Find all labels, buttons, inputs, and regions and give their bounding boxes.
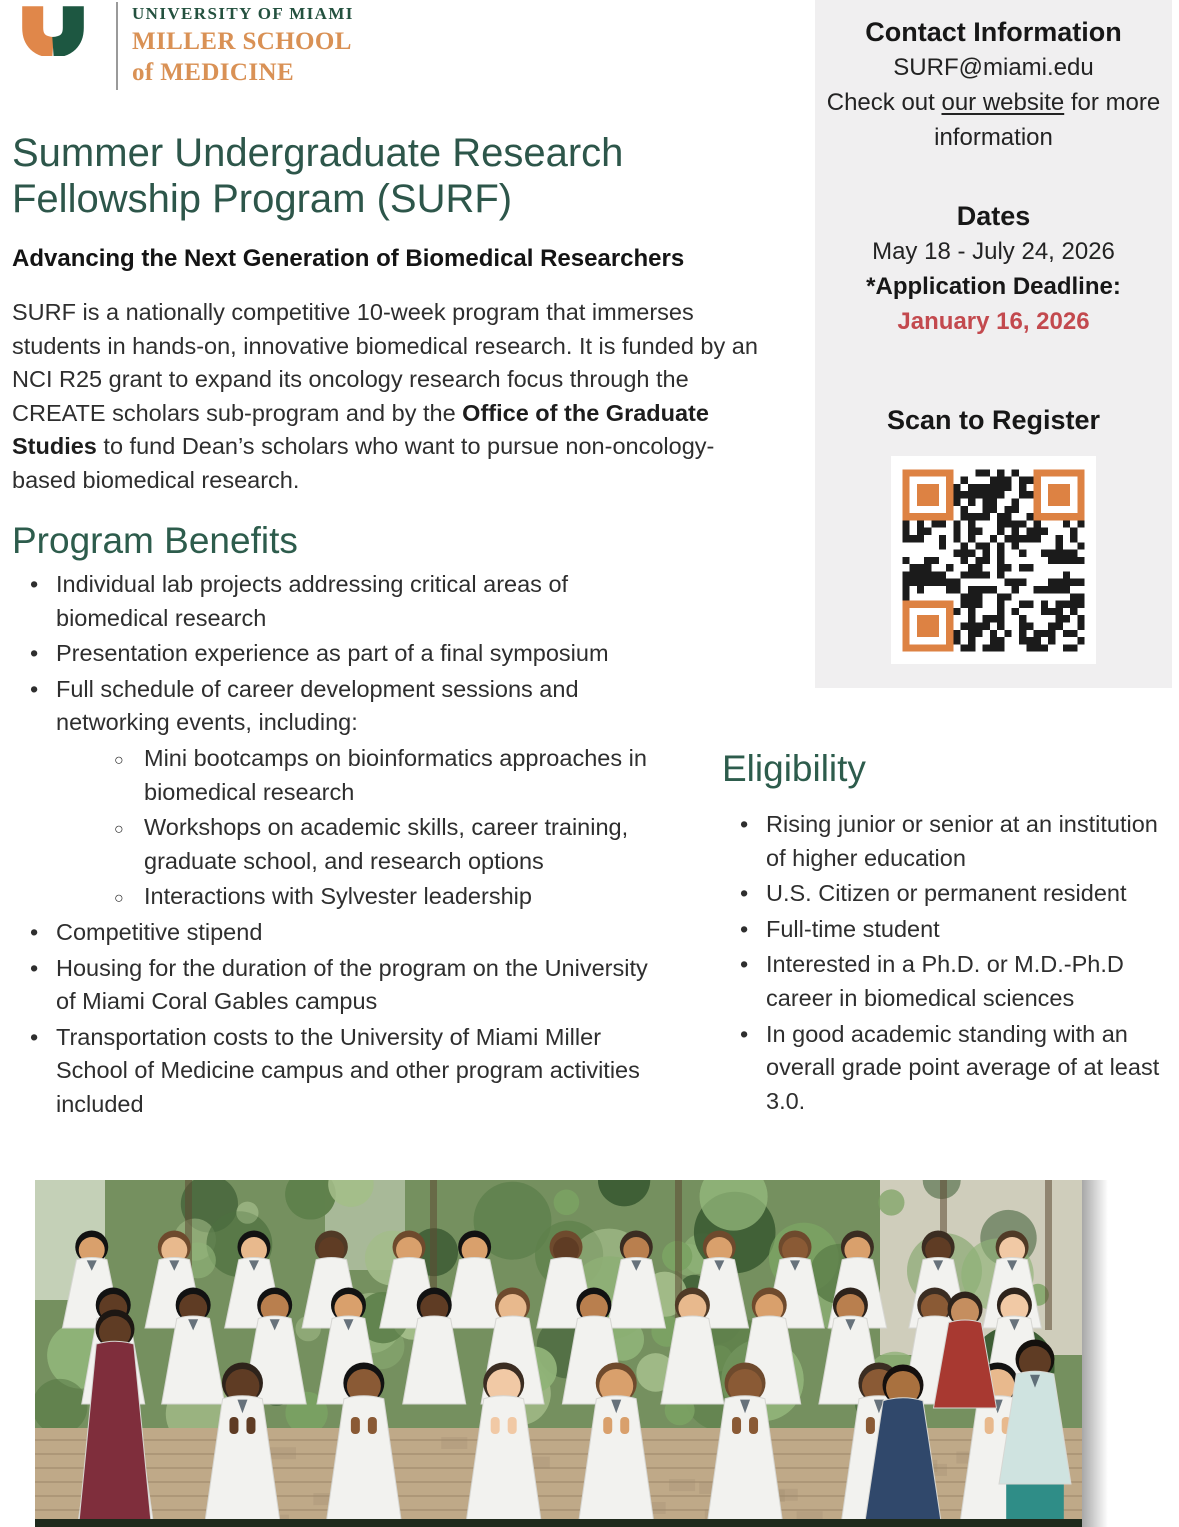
eligibility-list bbox=[722, 808, 1164, 1120]
qr-code bbox=[891, 456, 1096, 664]
benefit-sub-item: ○ Interactions with Sylvester leadership bbox=[100, 880, 660, 914]
eligibility-heading: Eligibility bbox=[722, 748, 866, 789]
benefit-item: • Competitive stipend bbox=[12, 916, 660, 950]
benefit-item: • Transportation costs to the University of Miami Miller School of Medicine campus and other program activities included bbox=[12, 1021, 660, 1122]
intro-part2: to fund Dean’s scholars who want to pursue non-oncology-based biomedical research. bbox=[12, 433, 715, 493]
benefit-item: • Presentation experience as part of a final symposium bbox=[12, 637, 660, 671]
eligibility-item: • Full-time student bbox=[722, 913, 1164, 947]
group-photo-illustration bbox=[35, 1180, 1082, 1527]
contact-section bbox=[815, 14, 1172, 155]
benefit-item: • Individual lab projects addressing critical areas of biomedical research bbox=[12, 568, 660, 635]
split-u-icon bbox=[18, 4, 88, 56]
register-section bbox=[815, 402, 1172, 438]
benefit-sub-item: ○ Workshops on academic skills, career training, graduate school, and research options bbox=[100, 811, 660, 878]
page-title bbox=[12, 130, 623, 222]
logo-text bbox=[132, 2, 354, 86]
scan-to-register-heading: Scan to Register bbox=[886, 405, 1101, 435]
contact-email: SURF@miami.edu bbox=[893, 54, 1094, 81]
application-deadline-date: January 16, 2026 bbox=[897, 308, 1090, 335]
eligibility-item: • U.S. Citizen or permanent resident bbox=[722, 877, 1164, 911]
dates-heading: Dates bbox=[956, 201, 1031, 231]
benefits-heading: Program Benefits bbox=[12, 520, 298, 561]
eligibility-item: • Rising junior or senior at an institution of higher education bbox=[722, 808, 1164, 875]
intro-part1: SURF is a nationally competitive 10-week program that immerses students in hands-on, innovative biomedical research. It is funded by an NCI R25 grant to expand its oncology research focus through the CREATE scholars sub-program and by the bbox=[12, 299, 758, 426]
website-link[interactable]: our website bbox=[941, 89, 1065, 116]
page-title-line2: Fellowship Program (SURF) bbox=[12, 177, 513, 221]
qr-code-canvas bbox=[894, 461, 1093, 660]
page-title-line1: Summer Undergraduate Research bbox=[12, 131, 624, 175]
benefits-list bbox=[12, 568, 660, 1124]
logo-school-line1: MILLER SCHOOL bbox=[132, 28, 352, 55]
page-edge-shadow bbox=[1082, 1180, 1108, 1527]
benefit-sub-item: ○ Mini bootcamps on bioinformatics approaches in biomedical research bbox=[100, 742, 660, 809]
eligibility-item: • Interested in a Ph.D. or M.D.-Ph.D career in biomedical sciences bbox=[722, 948, 1164, 1015]
university-logo bbox=[18, 2, 354, 90]
contact-website-line: Check out our website for more information bbox=[826, 89, 1161, 151]
benefit-item: • Housing for the duration of the program on the University of Miami Coral Gables campus bbox=[12, 952, 660, 1019]
contact-heading: Contact Information bbox=[865, 17, 1122, 47]
application-deadline-label: *Application Deadline: bbox=[866, 273, 1121, 300]
page-subtitle: Advancing the Next Generation of Biomedical Researchers bbox=[12, 245, 685, 272]
intro-paragraph bbox=[12, 296, 760, 498]
group-photo bbox=[35, 1180, 1082, 1527]
benefit-item: • Full schedule of career development sessions and networking events, including: ○ Mini bootcamps on bioinformatics approaches in biomedical research ○ Workshops on academic skills, career training, graduate school, and research options ○ Interactions with Sylvester leadership bbox=[12, 673, 660, 914]
intro-bold: Office of the Graduate Studies bbox=[12, 399, 709, 460]
logo-institution: UNIVERSITY OF MIAMI bbox=[132, 4, 354, 23]
dates-section bbox=[815, 198, 1172, 339]
info-panel bbox=[815, 0, 1172, 688]
dates-range: May 18 - July 24, 2026 bbox=[872, 238, 1115, 265]
eligibility-item: • In good academic standing with an overall grade point average of at least 3.0. bbox=[722, 1018, 1164, 1119]
logo-divider bbox=[116, 2, 118, 90]
logo-school-line2: of MEDICINE bbox=[132, 59, 295, 86]
